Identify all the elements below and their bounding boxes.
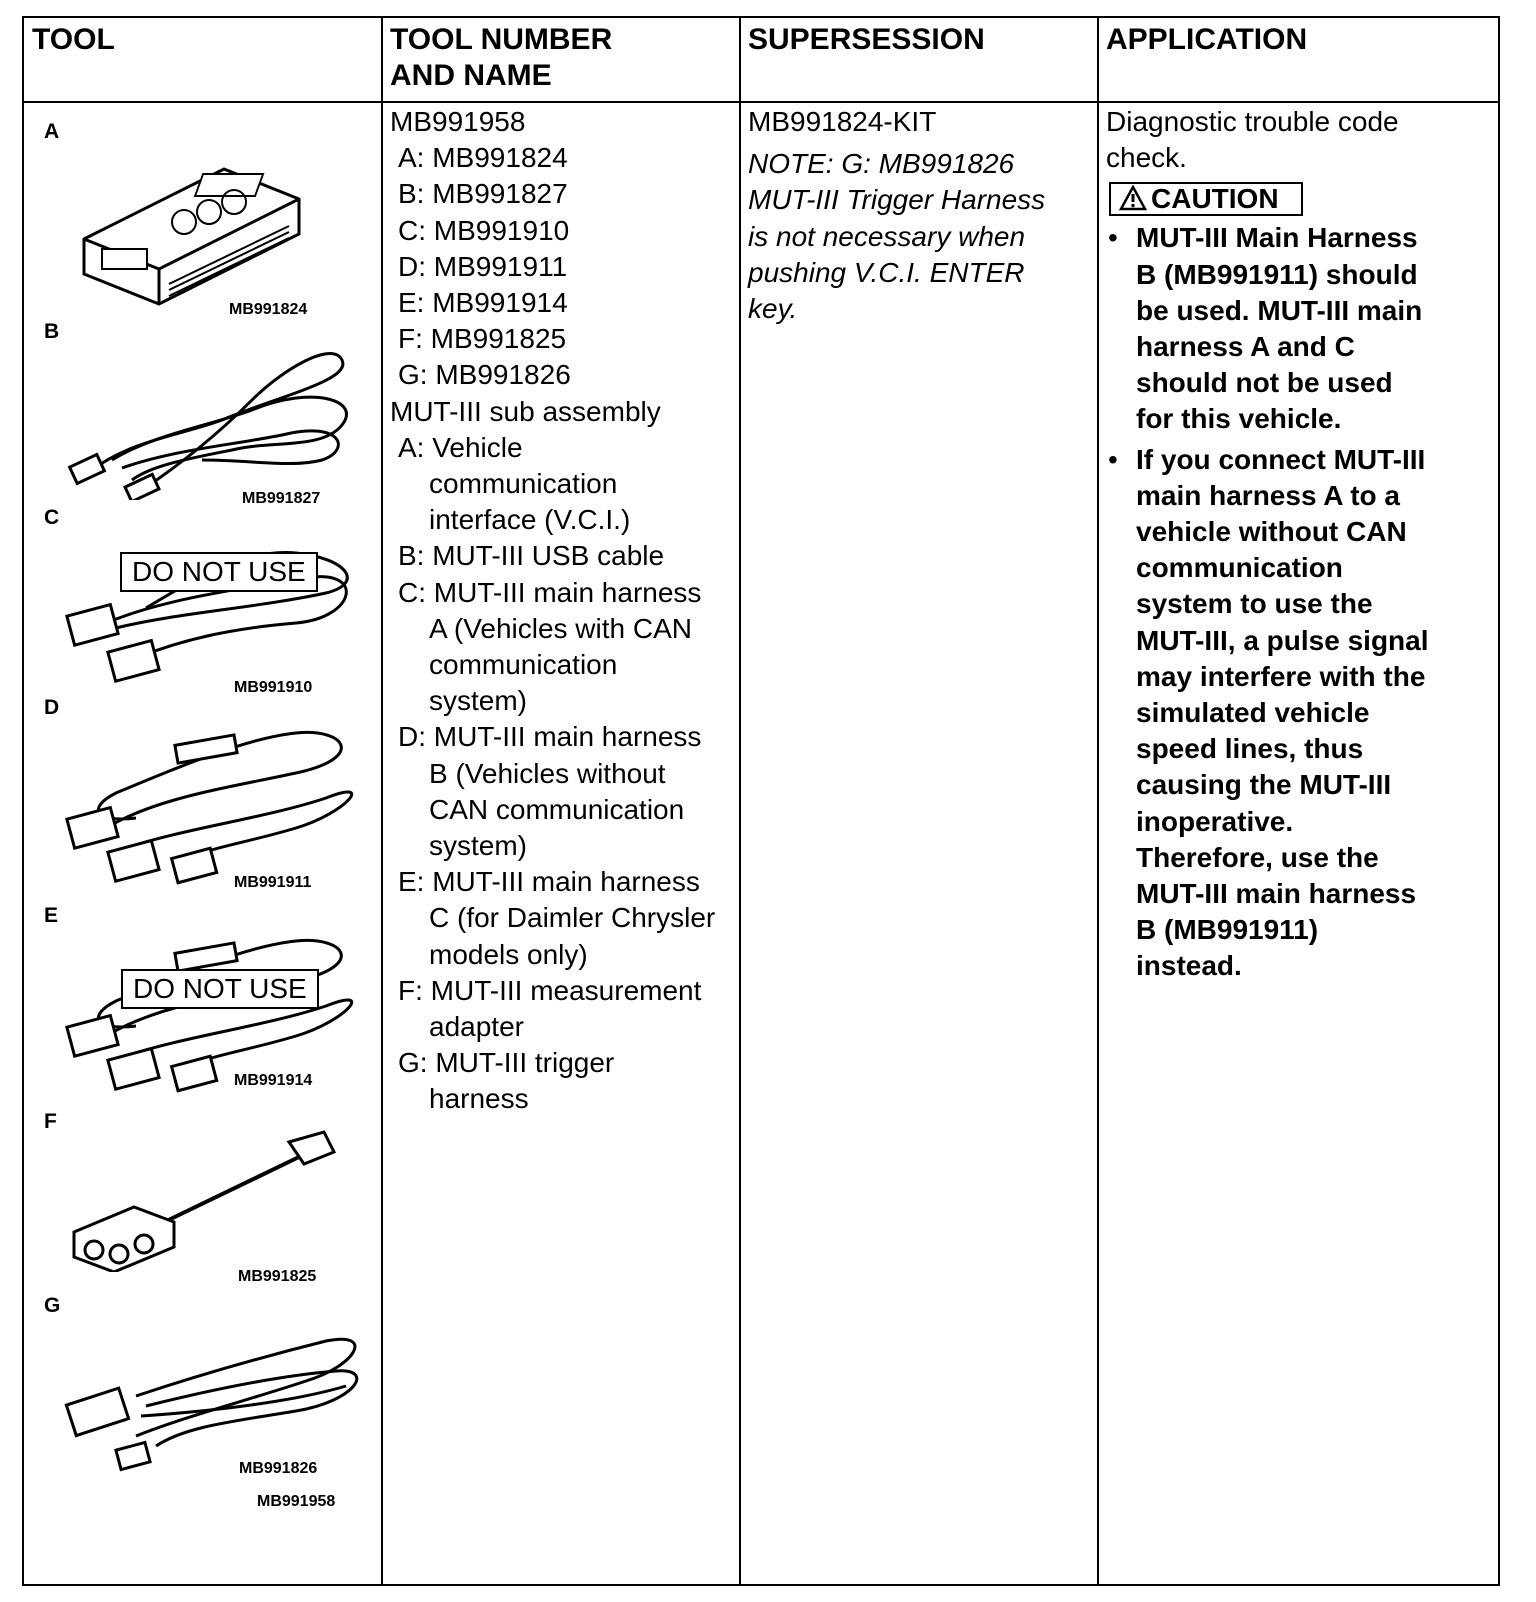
tool-number-lines: [390, 104, 731, 1118]
note-line: NOTE: G: MB991826: [748, 148, 1015, 180]
tool-letter-d: D: [44, 696, 60, 719]
tool-part-a: MB991824: [229, 301, 308, 318]
tool-number-line: system): [429, 830, 527, 862]
tool-part-e: MB991914: [234, 1072, 313, 1089]
vci-unit-illustration: [74, 144, 304, 309]
caution-bullet-line: system to use the: [1136, 588, 1373, 620]
note-line: is not necessary when: [748, 220, 1026, 252]
note-line: MUT-III Trigger Harness: [748, 184, 1046, 216]
tool-number-line: B: MB991827: [398, 178, 568, 210]
tool-number-line: D: MB991911: [398, 250, 568, 282]
tool-number-cell: [382, 104, 739, 1118]
caution-label: CAUTION: [1151, 183, 1279, 215]
caution-bullet-line: harness A and C: [1136, 331, 1355, 363]
caution-bullet: [1106, 442, 1490, 985]
usb-cable-illustration: [52, 340, 362, 500]
tool-number-line: C: MUT-III main harness: [398, 576, 702, 608]
tool-part-d: MB991911: [234, 874, 312, 891]
caution-bullet-line: • If you connect MUT-III: [1136, 443, 1426, 475]
tool-number-line: F: MUT-III measurement: [398, 974, 702, 1006]
warning-triangle-icon: [1119, 185, 1147, 211]
tool-number-line: C: MB991910: [398, 214, 570, 246]
application-intro-line: check.: [1106, 142, 1187, 174]
caution-bullet-line: MUT-III main harness: [1136, 878, 1417, 910]
caution-bullet-line: should not be used: [1136, 367, 1393, 399]
tool-number-line: interface (V.C.I.): [429, 504, 631, 536]
tool-number-line: A: Vehicle: [398, 431, 523, 463]
tool-letter-e: E: [44, 904, 59, 927]
main-harness-c-illustration: [46, 926, 366, 1096]
tool-number-line: A: MB991824: [398, 142, 568, 174]
tool-number-line: E: MB991914: [398, 287, 568, 319]
caution-bullet-line: main harness A to a: [1136, 479, 1401, 511]
tool-number-line: G: MUT-III trigger: [398, 1047, 615, 1079]
caution-bullet-line: • MUT-III Main Harness: [1136, 222, 1418, 254]
supersession-part: MB991824-KIT: [748, 106, 937, 137]
caution-bullet-line: instead.: [1136, 950, 1242, 982]
application-cell: [1098, 104, 1498, 989]
tool-part-c: MB991910: [234, 679, 313, 696]
tool-part-g: MB991826: [239, 1460, 318, 1477]
tool-number-line: MB991958: [390, 106, 526, 137]
main-harness-b-illustration: [46, 718, 366, 888]
tool-letter-c: C: [44, 506, 60, 529]
tool-number-line: A (Vehicles with CAN: [429, 612, 692, 644]
tool-number-line: E: MUT-III main harness: [398, 866, 700, 898]
tool-part-f: MB991825: [238, 1268, 317, 1285]
caution-bullet-line: may interfere with the: [1136, 660, 1426, 692]
special-tools-table: [22, 16, 1500, 1586]
tool-number-line: harness: [429, 1083, 529, 1115]
caution-bullet-line: for this vehicle.: [1136, 403, 1342, 435]
caution-bullet-line: vehicle without CAN: [1136, 516, 1407, 548]
supersession-cell: [740, 104, 1097, 327]
tool-number-line: F: MB991825: [398, 323, 567, 355]
do-not-use-label-e: DO NOT USE: [121, 969, 319, 1009]
tool-letter-b: B: [44, 320, 60, 343]
supersession-note: [748, 146, 1089, 327]
tool-letter-g: G: [44, 1294, 61, 1317]
header-divider: [24, 101, 1498, 103]
tool-number-line: B (Vehicles without: [429, 757, 666, 789]
header-tool-number: TOOL NUMBER AND NAME: [390, 23, 613, 92]
do-not-use-label-c: DO NOT USE: [120, 552, 318, 592]
tool-number-line: communication: [429, 468, 618, 500]
caution-bullet-line: communication: [1136, 552, 1343, 584]
tool-number-line: CAN communication: [429, 793, 685, 825]
header-tool: TOOL: [32, 23, 115, 56]
caution-bullet-line: be used. MUT-III main: [1136, 294, 1423, 326]
header-application: APPLICATION: [1106, 23, 1308, 56]
caution-bullet: [1106, 220, 1490, 437]
trigger-harness-illustration: [46, 1316, 366, 1476]
tool-letter-a: A: [44, 120, 60, 143]
tool-number-line: system): [429, 685, 527, 717]
caution-bullet-line: inoperative.: [1136, 805, 1294, 837]
measurement-adapter-illustration: [64, 1122, 344, 1272]
tool-number-line: C (for Daimler Chrysler: [429, 902, 716, 934]
tool-number-line: G: MB991826: [398, 359, 571, 391]
caution-bullet-line: B (MB991911): [1136, 914, 1319, 946]
caution-bullets: [1106, 220, 1490, 984]
caution-bullet-line: B (MB991911) should: [1136, 258, 1418, 290]
header-supersession: SUPERSESSION: [748, 23, 985, 56]
tool-number-line: models only): [429, 938, 588, 970]
tool-kit-part: MB991958: [257, 1493, 336, 1510]
caution-box: [1109, 182, 1303, 216]
tool-number-line: B: MUT-III USB cable: [398, 540, 665, 572]
caution-bullet-line: MUT-III, a pulse signal: [1136, 624, 1429, 656]
caution-bullet-line: Therefore, use the: [1136, 841, 1379, 873]
note-line: key.: [748, 293, 798, 325]
tool-number-line: D: MUT-III main harness: [398, 721, 702, 753]
caution-bullet-line: simulated vehicle: [1136, 697, 1370, 729]
tool-number-line: adapter: [429, 1011, 524, 1043]
note-line: pushing V.C.I. ENTER: [748, 256, 1025, 288]
caution-bullet-line: speed lines, thus: [1136, 733, 1364, 765]
caution-bullet-line: causing the MUT-III: [1136, 769, 1392, 801]
tool-letter-f: F: [44, 1110, 57, 1133]
application-intro-line: Diagnostic trouble code: [1106, 106, 1399, 137]
tool-number-line: communication: [429, 649, 618, 681]
tool-part-b: MB991827: [242, 490, 321, 507]
tool-number-line: MUT-III sub assembly: [390, 395, 661, 427]
